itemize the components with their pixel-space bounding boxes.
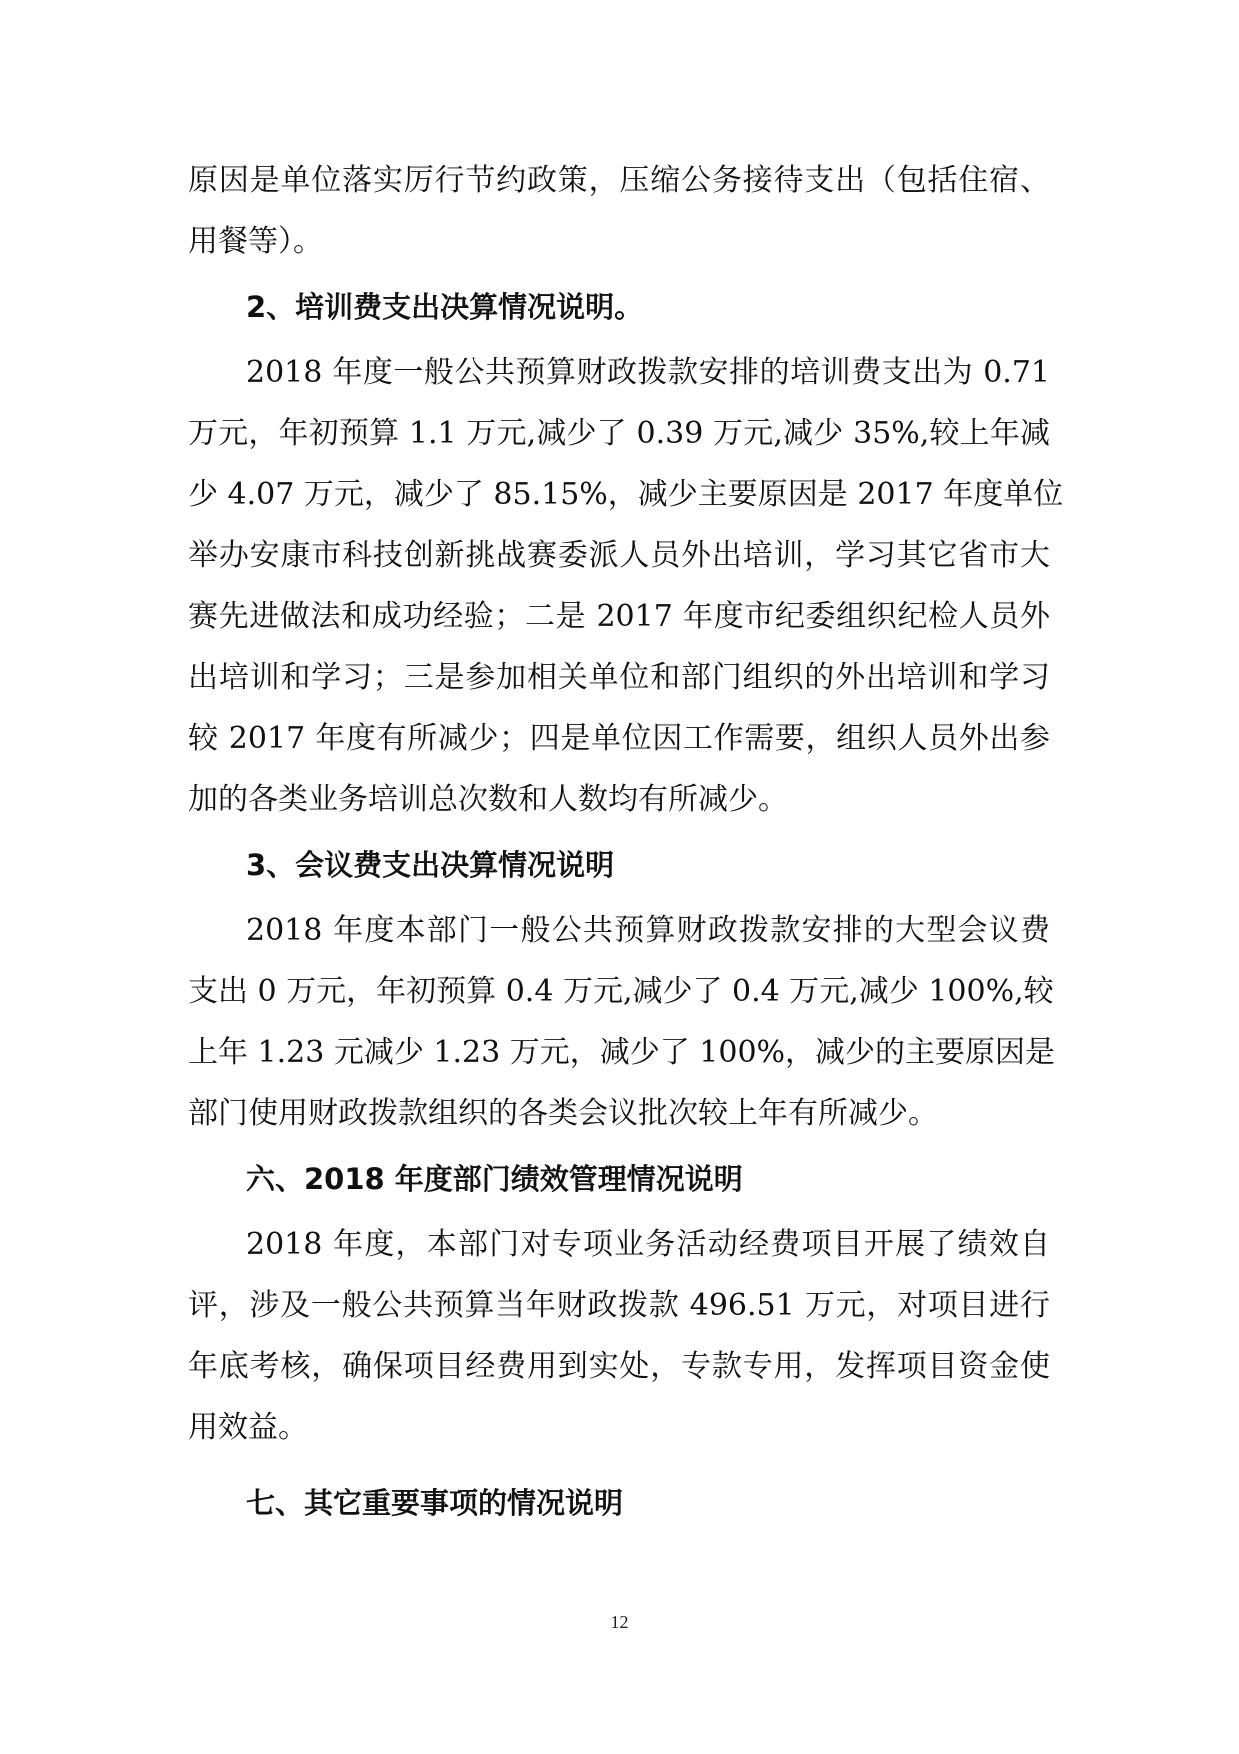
paragraph-line: 上年 1.23 元减少 1.23 万元，减少了 100%，减少的主要原因是 [188, 1035, 1056, 1070]
page-number: 12 [610, 1612, 629, 1632]
paragraph-line: 用效益。 [188, 1410, 308, 1445]
section-heading: 六、2018 年度部门绩效管理情况说明 [246, 1162, 743, 1196]
section-heading: 2、培训费支出决算情况说明。 [246, 290, 644, 324]
paragraph-line: 支出 0 万元，年初预算 0.4 万元,减少了 0.4 万元,减少 100%,较 [188, 974, 1054, 1009]
paragraph-line: 年底考核，确保项目经费用到实处，专款专用，发挥项目资金使 [188, 1349, 1050, 1384]
paragraph-line: 原因是单位落实厉行节约政策，压缩公务接待支出（包括住宿、 [188, 163, 1050, 198]
paragraph-line: 2018 年度本部门一般公共预算财政拨款安排的大型会议费 [246, 913, 1050, 948]
paragraph-line: 少 4.07 万元，减少了 85.15%，减少主要原因是 2017 年度单位 [188, 477, 1064, 512]
paragraph-line: 2018 年度一般公共预算财政拨款安排的培训费支出为 0.71 [246, 355, 1050, 390]
paragraph-line: 2018 年度，本部门对专项业务活动经费项目开展了绩效自 [246, 1227, 1050, 1262]
paragraph-line: 赛先进做法和成功经验；二是 2017 年度市纪委组织纪检人员外 [188, 599, 1050, 634]
paragraph-line: 用餐等）。 [188, 224, 323, 259]
paragraph-line: 加的各类业务培训总次数和人数均有所减少。 [188, 782, 788, 817]
document-body [188, 150, 1064, 1538]
paragraph-line: 出培训和学习；三是参加相关单位和部门组织的外出培训和学习 [188, 660, 1050, 695]
paragraph-line: 较 2017 年度有所减少；四是单位因工作需要，组织人员外出参 [188, 721, 1050, 756]
paragraph-line: 万元，年初预算 1.1 万元,减少了 0.39 万元,减少 35%,较上年减 [188, 416, 1050, 451]
paragraph-line: 举办安康市科技创新挑战赛委派人员外出培训，学习其它省市大 [188, 538, 1050, 573]
section-heading: 七、其它重要事项的情况说明 [246, 1486, 624, 1520]
section-heading: 3、会议费支出决算情况说明 [246, 848, 615, 882]
spacer [188, 1458, 1050, 1468]
paragraph-line: 部门使用财政拨款组织的各类会议批次较上年有所减少。 [188, 1096, 938, 1131]
paragraph-line: 评，涉及一般公共预算当年财政拨款 496.51 万元，对项目进行 [188, 1288, 1050, 1323]
